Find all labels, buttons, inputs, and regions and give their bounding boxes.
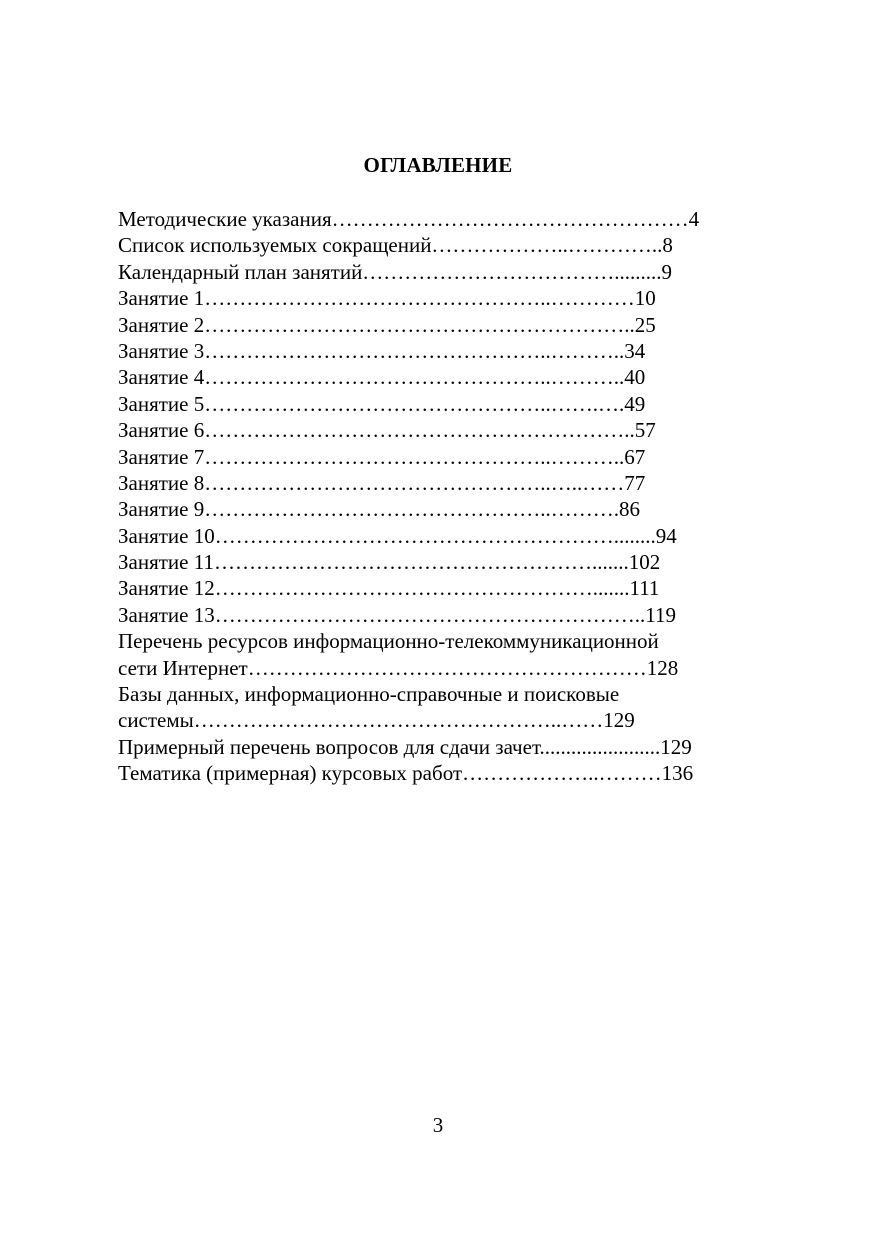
toc-entry-databases-line-1: Базы данных, информационно-справочные и поисковые — [118, 682, 620, 707]
toc-entry-lesson-7: Занятие 7…………………………………………..………..67 — [118, 444, 646, 469]
toc-entry-lesson-12: Занятие 12……………………………………………….......111 — [118, 576, 660, 601]
toc-entry-calendar-plan: Календарный план занятий……………………………….........9 — [118, 259, 673, 284]
toc-entry-lesson-5: Занятие 5…………………………………………..…….….49 — [118, 391, 646, 416]
toc-entry-internet-resources-line-2: сети Интернет…………………………………………………128 — [118, 655, 679, 680]
toc-entry-lesson-13: Занятие 13……………………………………………………..119 — [118, 602, 676, 627]
toc-entry-lesson-11: Занятие 11……………………………………………….......102 — [118, 550, 661, 575]
toc-entry-databases-line-2: системы……………………………………………..……129 — [118, 708, 635, 733]
toc-entry-lesson-9: Занятие 9…………………………………………..……….86 — [118, 497, 640, 522]
page-title: ОГЛАВЛЕНИЕ — [363, 153, 513, 177]
toc-entry-lesson-2: Занятие 2……………………………………………………..25 — [118, 312, 656, 337]
toc-entry-course-work-topics: Тематика (примерная) курсовых работ………………..………136 — [118, 761, 694, 786]
toc-entry-exam-questions: Примерный перечень вопросов для сдачи зачет.......................129 — [118, 734, 692, 759]
toc-entry-methodical-instructions: Методические указания……………………………………………4 — [118, 207, 700, 231]
toc-entry-internet-resources-line-1: Перечень ресурсов информационно-телекоммуникационной — [118, 629, 659, 654]
toc-entry-abbreviations: Список используемых сокращений………………..…………..8 — [118, 233, 673, 258]
toc-entry-lesson-3: Занятие 3…………………………………………..………..34 — [118, 338, 646, 363]
toc-entry-lesson-10: Занятие 10…………………………………………………........94 — [118, 523, 677, 548]
toc-entry-lesson-6: Занятие 6……………………………………………………..57 — [118, 418, 656, 443]
table-of-contents — [118, 206, 778, 787]
toc-entry-lesson-1: Занятие 1…………………………………………..…………10 — [118, 286, 656, 311]
toc-entry-lesson-4: Занятие 4…………………………………………..………..40 — [118, 365, 646, 390]
page-number: 3 — [432, 1113, 444, 1137]
toc-entry-lesson-8: Занятие 8…………………………………………..…..……77 — [118, 470, 646, 495]
